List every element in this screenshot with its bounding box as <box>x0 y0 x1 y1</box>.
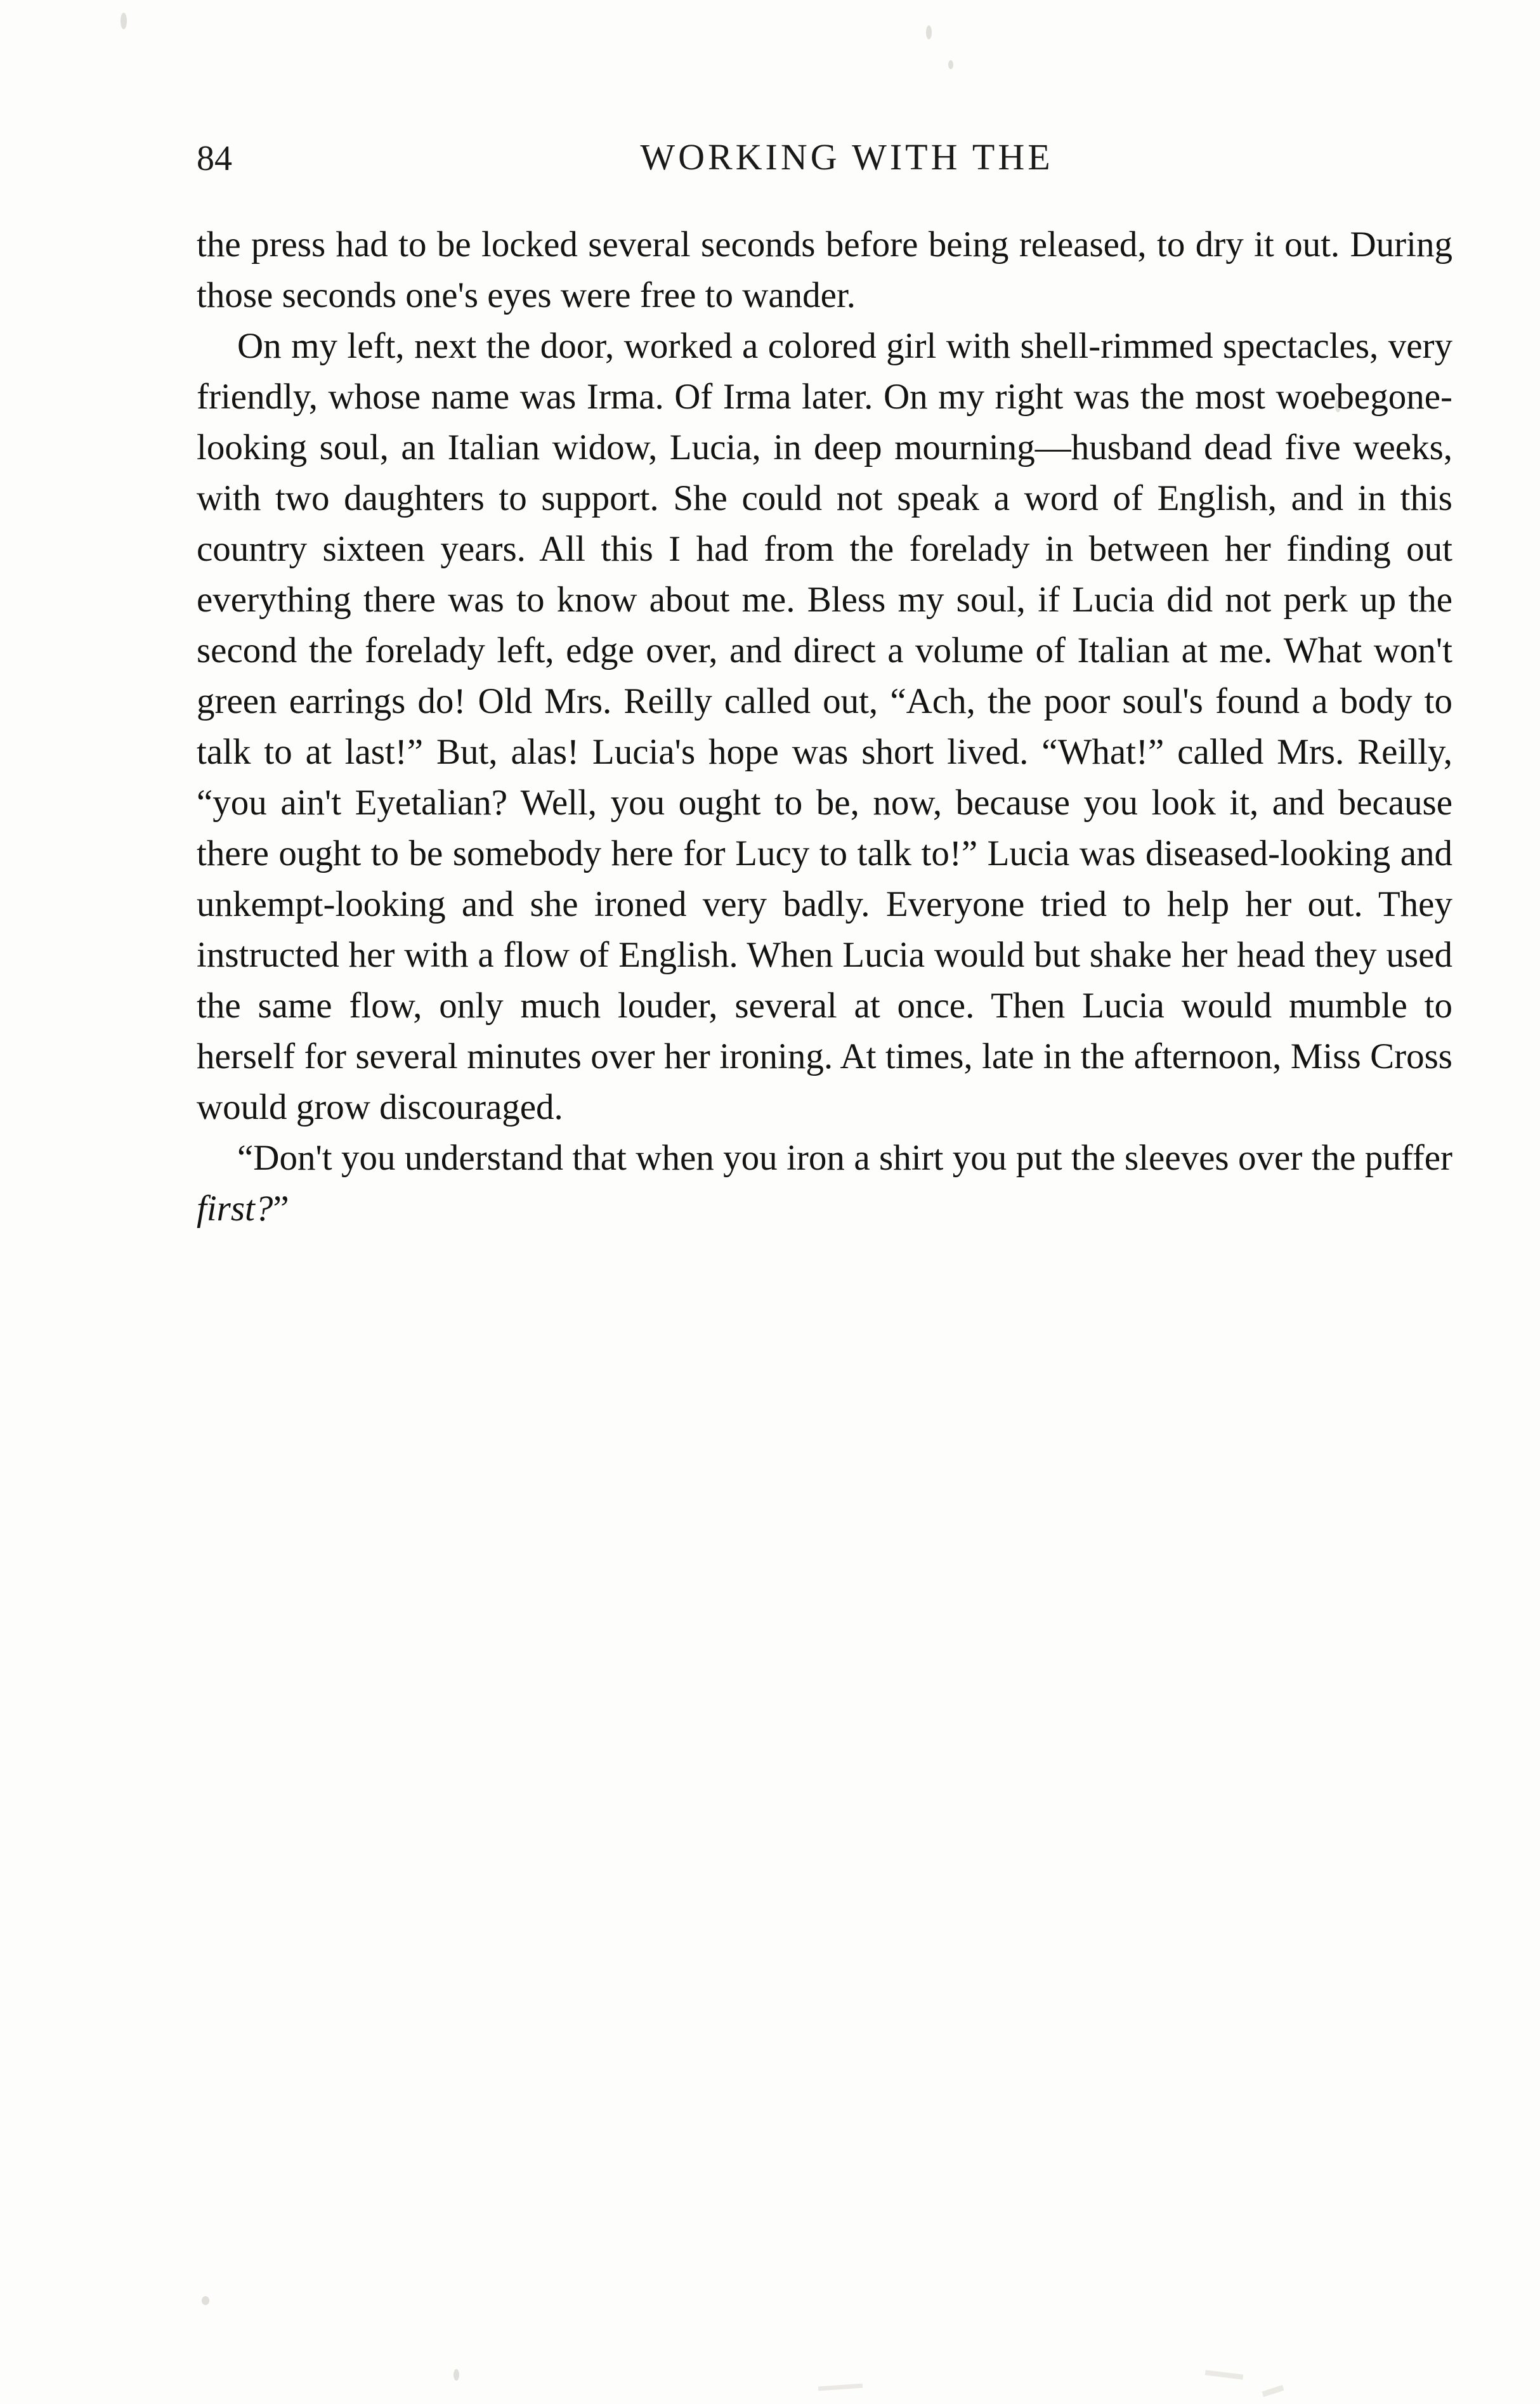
body-text <box>197 219 1452 1234</box>
paper-smudge <box>1205 2370 1244 2379</box>
paper-speck <box>202 2296 209 2305</box>
paragraph-final <box>197 1133 1452 1234</box>
paragraph-final-close: ” <box>273 1189 289 1229</box>
page-number: 84 <box>197 139 232 178</box>
paper-speck <box>121 13 127 29</box>
paper-speck <box>454 2369 459 2381</box>
paper-speck <box>948 60 953 69</box>
running-head: WORKING WITH THE <box>640 136 1054 178</box>
paper-smudge <box>818 2384 863 2391</box>
paragraph: On my left, next the door, worked a colored girl with shell-rimmed spectacles, very friendly, whose name was Irma. Of Irma later. On my right was the most woebegone-looking soul, an Italian widow, Lucia, in deep mourning—husband dead five weeks, with two daughters to support. She could not speak a word of English, and in this country sixteen years. All this I had from the forelady in between her finding out everything there was to know about me. Bless my soul, if Lucia did not perk up the second the forelady left, edge over, and direct a volume of Italian at me. What won't green earrings do! Old Mrs. Reilly called out, “Ach, the poor soul's found a body to talk to at last!” But, alas! Lucia's hope was short lived. “What!” called Mrs. Reilly, “you ain't Eyetalian? Well, you ought to be, now, because you look it, and because there ought to be somebody here for Lucy to talk to!” Lucia was diseased-looking and unkempt-looking and she ironed very badly. Everyone tried to help her out. They instructed her with a flow of English. When Lucia would but shake her head they used the same flow, only much louder, several at once. Then Lucia would mumble to herself for several minutes over her ironing. At times, late in the afternoon, Miss Cross would grow discouraged. <box>197 326 1452 1127</box>
paragraph-final-text: “Don't you understand that when you iron a shirt you put the sleeves over the puffer <box>237 1138 1452 1178</box>
paper-speck <box>926 25 932 39</box>
page-header <box>197 127 1452 203</box>
page-content <box>197 127 1452 1234</box>
paragraph-final-italic: first? <box>197 1189 273 1229</box>
paper-smudge <box>1262 2385 1284 2397</box>
paragraph: the press had to be locked several seconds before being released, to dry it out. During those seconds one's eyes were free to wander. <box>197 225 1452 315</box>
